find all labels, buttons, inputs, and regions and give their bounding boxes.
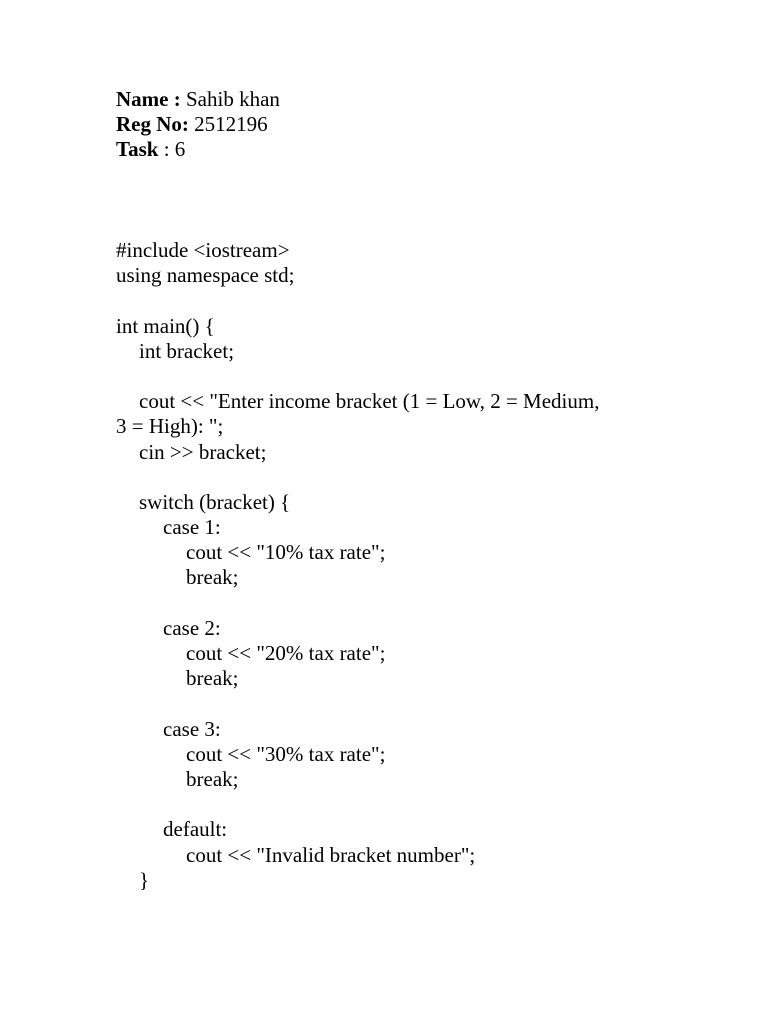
code-line: case 3: <box>163 716 221 741</box>
code-blank-line <box>116 364 736 389</box>
code-line: case 1: <box>163 515 221 540</box>
task-line <box>116 137 716 162</box>
code-line: cout << "Enter income bracket (1 = Low, 2 = Medium, <box>139 389 600 414</box>
reg-no-label: Reg No: <box>116 112 189 137</box>
task-value: : 6 <box>158 137 186 162</box>
code-blank-line <box>116 792 736 817</box>
code-line: cout << "30% tax rate"; <box>186 741 386 766</box>
name-label: Name : <box>116 87 181 111</box>
code-blank-line <box>116 591 736 616</box>
code-line: break; <box>186 666 239 691</box>
task-label: Task <box>116 137 159 162</box>
code-line: cin >> bracket; <box>139 439 267 464</box>
code-listing <box>116 238 736 893</box>
code-line: cout << "Invalid bracket number"; <box>186 842 476 867</box>
name-line <box>116 87 716 112</box>
code-line: cout << "10% tax rate"; <box>186 540 386 565</box>
reg-no-line <box>116 112 716 137</box>
code-blank-line <box>116 465 736 490</box>
code-blank-line <box>116 691 736 716</box>
code-line: break; <box>186 565 239 590</box>
reg-no-value: 2512196 <box>188 112 268 137</box>
code-line: 3 = High): "; <box>116 414 224 439</box>
student-info-header <box>116 87 716 163</box>
code-line: int bracket; <box>139 338 235 363</box>
code-line: case 2: <box>163 615 221 640</box>
code-line: default: <box>163 817 228 842</box>
code-line: #include <iostream> <box>116 238 290 262</box>
name-value: Sahib khan <box>180 87 280 111</box>
code-line: break; <box>186 766 239 791</box>
code-line: using namespace std; <box>116 263 295 288</box>
code-line: } <box>139 867 150 892</box>
code-line: cout << "20% tax rate"; <box>186 641 386 665</box>
code-line: switch (bracket) { <box>139 489 291 514</box>
code-line: int main() { <box>116 313 215 338</box>
code-blank-line <box>116 288 736 313</box>
